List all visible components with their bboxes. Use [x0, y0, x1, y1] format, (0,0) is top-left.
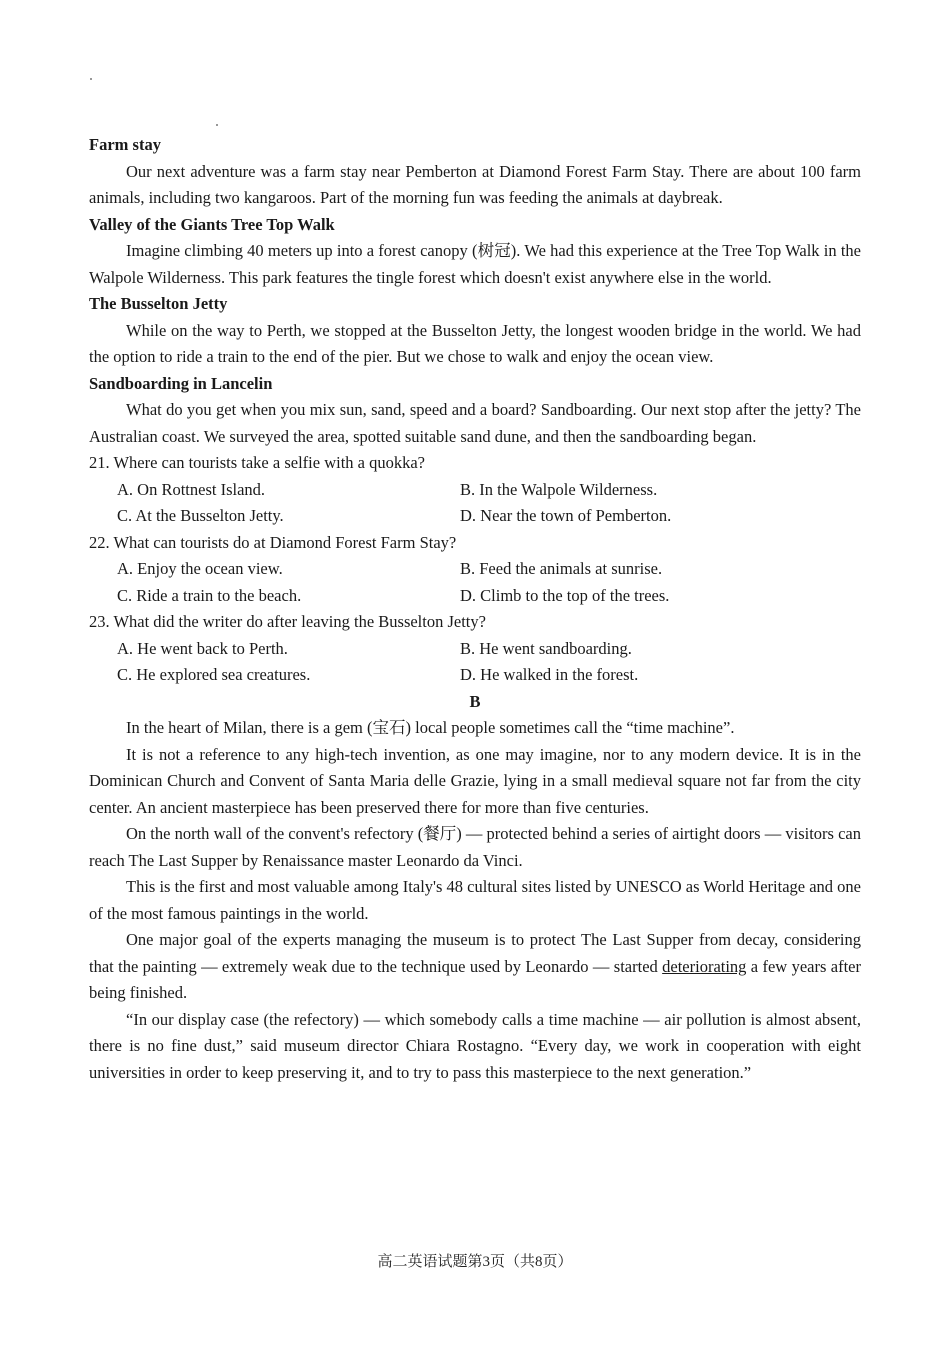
section-heading-sandboarding: Sandboarding in Lancelin — [89, 373, 273, 393]
option-21-c[interactable]: C. At the Busselton Jetty. — [117, 506, 284, 525]
option-22-a[interactable]: A. Enjoy the ocean view. — [117, 559, 283, 578]
option-23-d[interactable]: D. He walked in the forest. — [460, 665, 639, 684]
section-heading-busselton-jetty: The Busselton Jetty — [89, 294, 228, 313]
paragraph-5-end: a few years after being finished. — [89, 956, 861, 1002]
question-22: 22. What can tourists do at Diamond Forest Farm Stay? — [89, 532, 457, 552]
paragraph-5-start: One major goal of the experts managing the museum is to protect The Last Supper from decay, considering that the painting — extremely weak due to the technique used by Leonardo — started — [89, 930, 861, 976]
option-22-b[interactable]: B. Feed the animals at sunrise. — [460, 559, 663, 578]
section-text-busselton-jetty: While on the way to Perth, we stopped at the Busselton Jetty, the longest wooden bridge in the world. We had the option to ride a train to the end of the pier. But we chose to walk and enjoy the ocean view. — [89, 320, 861, 366]
passage-b-paragraph-5 — [89, 927, 861, 1007]
passage-b-paragraph-3: On the north wall of the convent's refectory (餐厅) — protected behind a series of airtight doors — visitors can reach The Last Supper by Renaissance master Leonardo da Vinci. — [89, 824, 861, 870]
option-22-d[interactable]: D. Climb to the top of the trees. — [460, 585, 670, 605]
option-22-c[interactable]: C. Ride a train to the beach. — [117, 585, 302, 605]
option-23-c[interactable]: C. He explored sea creatures. — [117, 665, 311, 684]
passage-b-paragraph-1: In the heart of Milan, there is a gem (宝石) local people sometimes call the “time machine”. — [126, 718, 735, 737]
passage-label: B — [469, 691, 481, 711]
option-21-d[interactable]: D. Near the town of Pemberton. — [460, 506, 672, 525]
passage-b-paragraph-2: It is not a reference to any high-tech invention, as one may imagine, nor to any modern device. It is in the Dominican Church and Convent of Santa Maria delle Grazie, lying in a small medieval square not far from the city center. An ancient masterpiece has been preserved there for more than five centuries. — [89, 744, 861, 817]
passage-b-paragraph-6: “In our display case (the refectory) — which somebody calls a time machine — air pollution is almost absent, there is no fine dust,” said museum director Chiara Rostagno. “Every day, we work in cooperation with eight universities in order to keep preserving it, and to try to pass this masterpiece to the next generation.” — [89, 1009, 861, 1082]
section-text-tree-top-walk: Imagine climbing 40 meters up into a forest canopy (树冠). We had this experience at the Tree Top Walk in the Walpole Wilderness. This park features the tingle forest which doesn't exist anywhere else in the world. — [89, 241, 861, 287]
section-text-farm-stay: Our next adventure was a farm stay near Pemberton at Diamond Forest Farm Stay. There are about 100 farm animals, including two kangaroos. Part of the morning fun was feeding the animals at daybreak. — [89, 161, 861, 207]
underlined-word: deteriorating — [662, 956, 747, 976]
section-heading-farm-stay: Farm stay — [89, 135, 161, 154]
passage-b-paragraph-4: This is the first and most valuable among Italy's 48 cultural sites listed by UNESCO as World Heritage and one of the most famous paintings in the world. — [89, 877, 861, 923]
option-21-b[interactable]: B. In the Walpole Wilderness. — [460, 479, 658, 499]
scan-speck — [90, 78, 92, 80]
exam-page — [89, 132, 861, 1086]
scan-speck — [216, 124, 218, 126]
option-23-a[interactable]: A. He went back to Perth. — [117, 638, 288, 658]
section-heading-tree-top-walk: Valley of the Giants Tree Top Walk — [89, 214, 335, 234]
question-21: 21. Where can tourists take a selfie with a quokka? — [89, 453, 425, 472]
question-21-options — [89, 477, 861, 530]
question-22-options — [89, 556, 861, 609]
question-23: 23. What did the writer do after leaving the Busselton Jetty? — [89, 612, 486, 631]
page-footer: 高二英语试题第3页（共8页） — [377, 1254, 573, 1270]
question-23-options — [89, 636, 861, 689]
section-text-sandboarding: What do you get when you mix sun, sand, speed and a board? Sandboarding. Our next stop after the jetty? The Australian coast. We surveyed the area, spotted suitable sand dune, and then the sandboarding began. — [89, 400, 861, 446]
option-23-b[interactable]: B. He went sandboarding. — [460, 638, 632, 658]
option-21-a[interactable]: A. On Rottnest Island. — [117, 479, 266, 499]
